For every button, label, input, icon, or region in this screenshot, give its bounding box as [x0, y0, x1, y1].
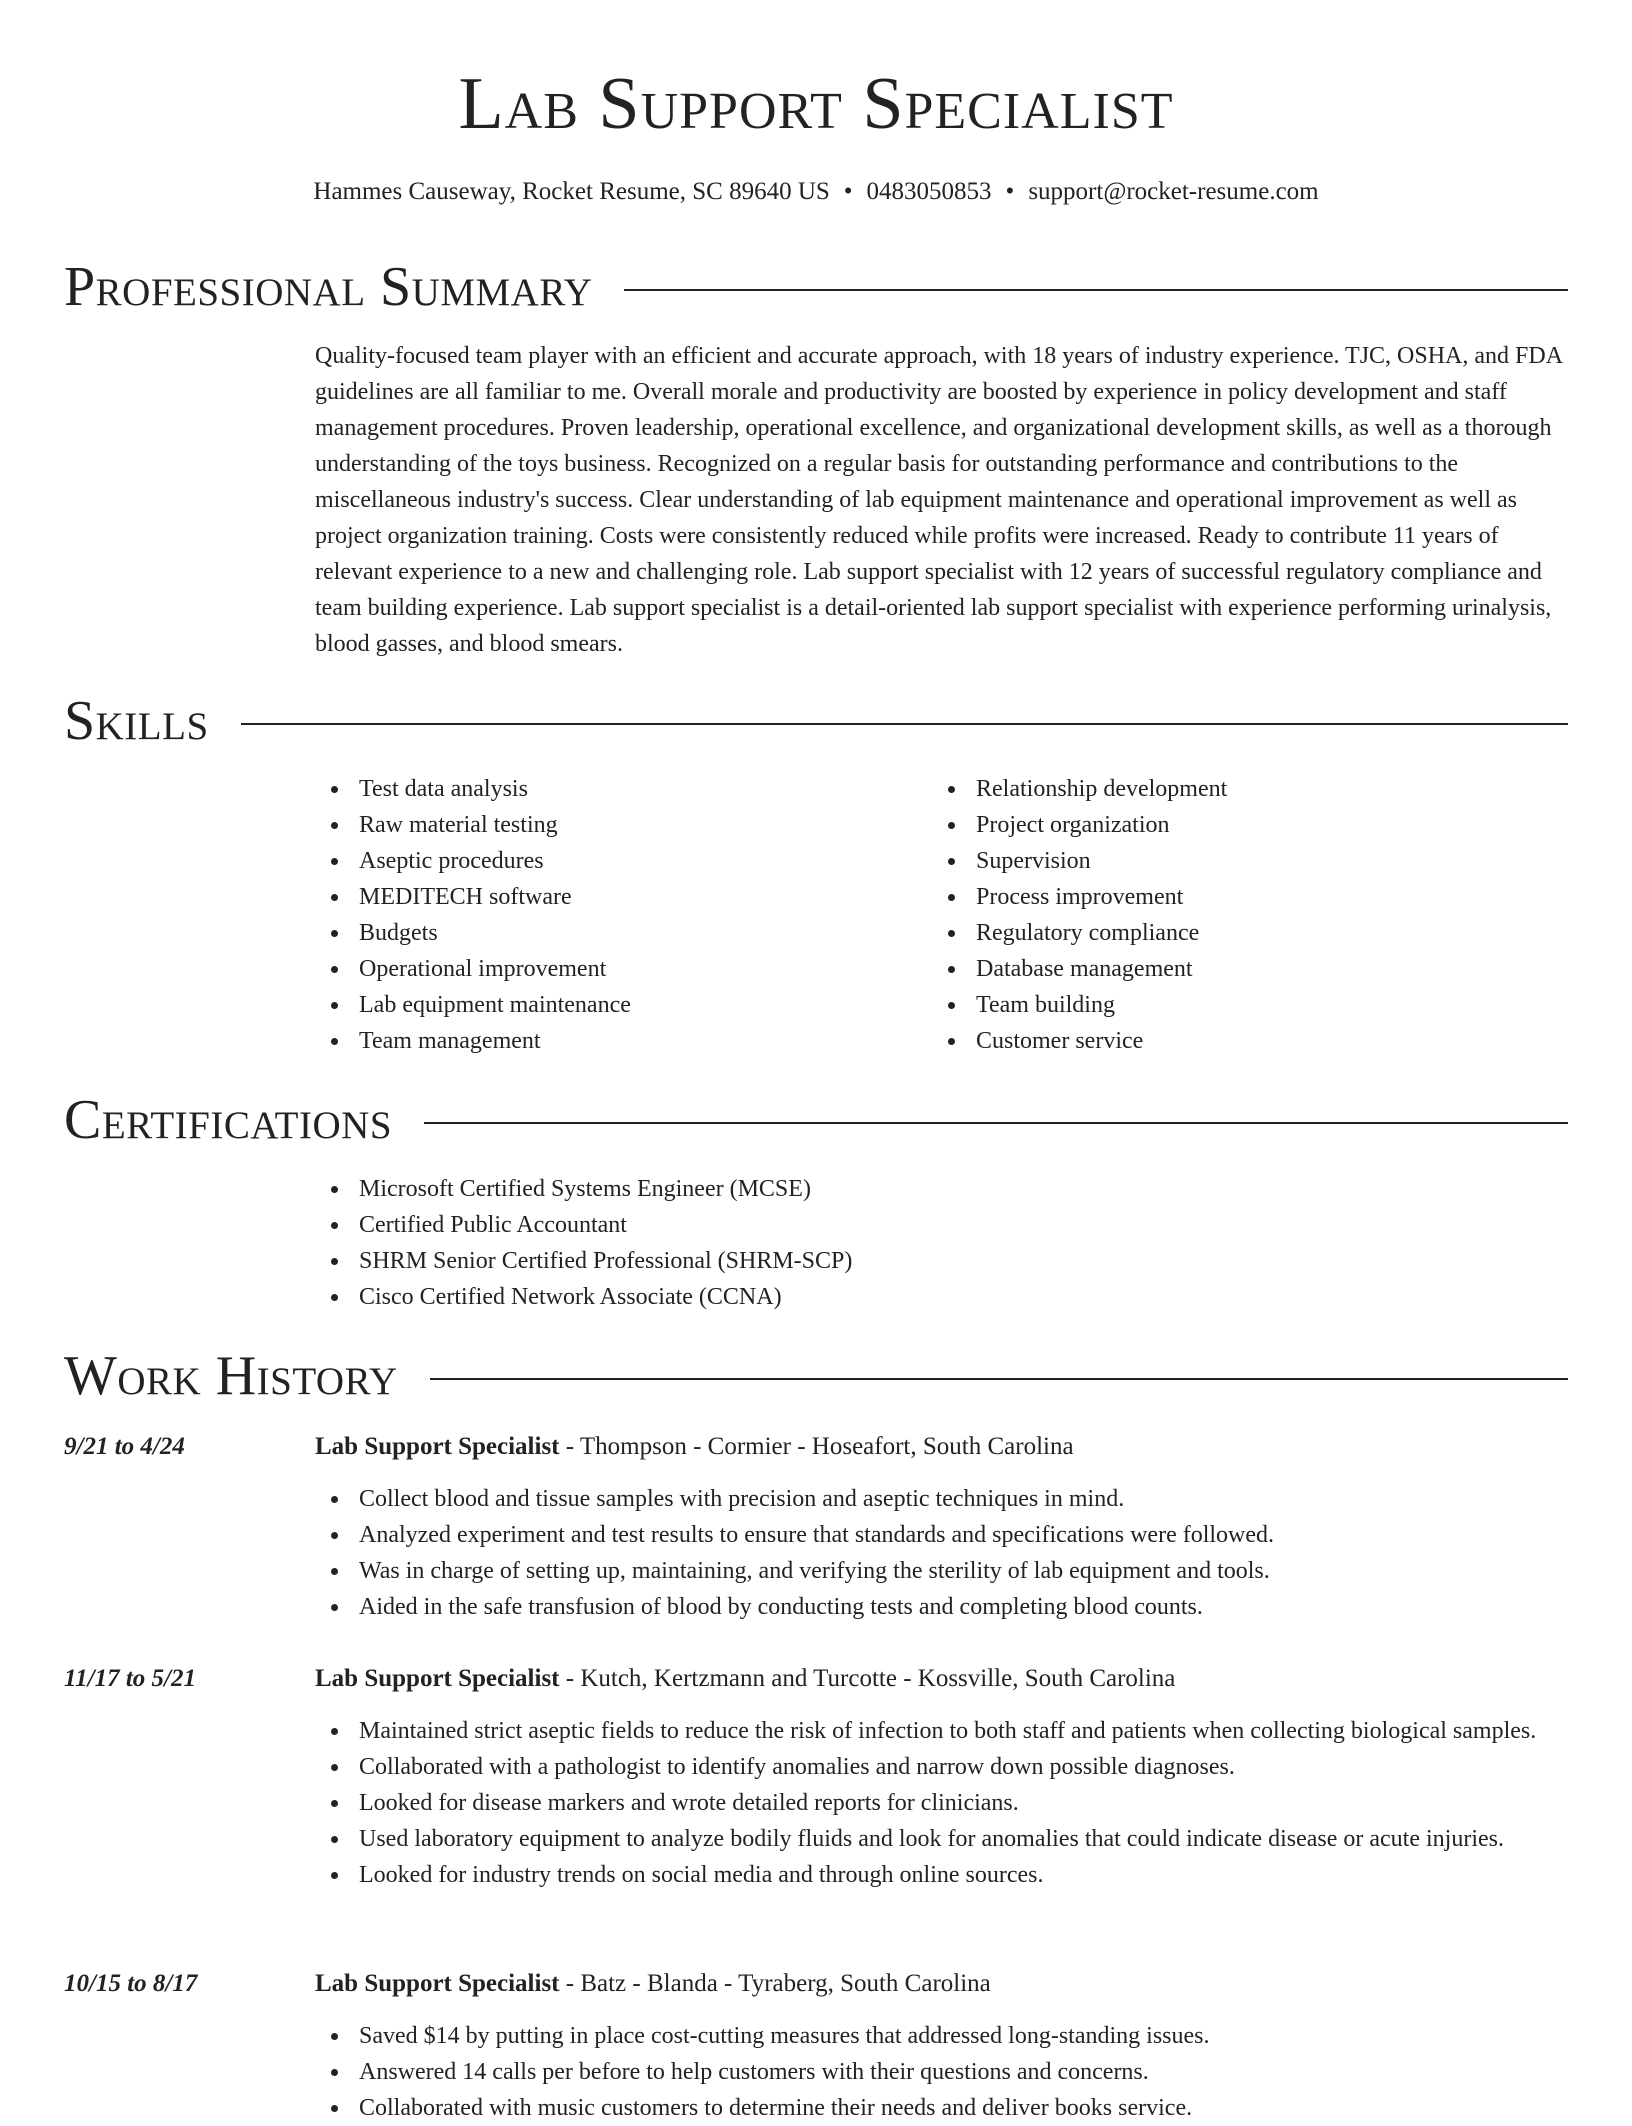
job-bullets [315, 1713, 1570, 1893]
section-divider [624, 289, 1568, 291]
summary-section-header [64, 252, 1568, 322]
skill-item: Process improvement [932, 879, 1532, 915]
skill-item: Lab equipment maintenance [315, 987, 915, 1023]
contact-email: support@rocket-resume.com [1028, 178, 1319, 205]
contact-address: Hammes Causeway, Rocket Resume, SC 89640 US [313, 178, 830, 205]
skill-item: Team management [315, 1023, 915, 1059]
certifications-heading: Certifications [64, 1089, 393, 1151]
summary-heading: Professional Summary [64, 256, 593, 318]
certifications-section-header [64, 1085, 1568, 1155]
certification-item: Certified Public Accountant [315, 1207, 1570, 1243]
job-title: Lab Support Specialist [315, 1970, 560, 1997]
skill-item: MEDITECH software [315, 879, 915, 915]
section-divider [430, 1378, 1568, 1380]
skills-column-left [315, 771, 915, 1059]
job-bullet: Was in charge of setting up, maintaining, and verifying the sterility of lab equipment and tools. [315, 1553, 1570, 1589]
job-title: Lab Support Specialist [315, 1665, 560, 1692]
skill-item: Relationship development [932, 771, 1532, 807]
job-employer: - Thompson - Cormier - Hoseafort, South Carolina [559, 1433, 1074, 1460]
job-bullet: Answered 14 calls per before to help customers with their questions and concerns. [315, 2054, 1570, 2090]
certifications-list [315, 1171, 1570, 1315]
job-employer: - Kutch, Kertzmann and Turcotte - Kossville, South Carolina [559, 1665, 1176, 1692]
skill-item: Supervision [932, 843, 1532, 879]
job-bullet: Collaborated with a pathologist to identify anomalies and narrow down possible diagnoses. [315, 1749, 1570, 1785]
skills-list-right [932, 771, 1532, 1059]
contact-separator: • [1005, 178, 1015, 205]
skills-section-header [64, 686, 1568, 756]
certification-item: Cisco Certified Network Associate (CCNA) [315, 1279, 1570, 1315]
skill-item: Regulatory compliance [932, 915, 1532, 951]
job-bullet: Collect blood and tissue samples with precision and aseptic techniques in mind. [315, 1481, 1570, 1517]
job-bullets [315, 1481, 1570, 1625]
job-bullet: Collaborated with music customers to determine their needs and deliver books service. [315, 2090, 1570, 2126]
skill-item: Raw material testing [315, 807, 915, 843]
contact-line [0, 172, 1632, 212]
work-history-section-header [64, 1341, 1568, 1411]
certifications-block [315, 1171, 1570, 1315]
job-title-line [315, 1429, 1570, 1465]
job-bullet: Saved $14 by putting in place cost-cutting measures that addressed long-standing issues. [315, 2018, 1570, 2054]
skill-item: Aseptic procedures [315, 843, 915, 879]
skill-item: Budgets [315, 915, 915, 951]
summary-text: Quality-focused team player with an efficient and accurate approach, with 18 years of industry experience. TJC, OSHA, and FDA guidelines are all familiar to me. Overall morale and productivity are boosted by experience in policy development and staff management procedures. Proven leadership, operational excellence, and organizational development skills, as well as a thorough understanding of the toys business. Recognized on a regular basis for outstanding performance and contributions to the miscellaneous industry's success. Clear understanding of lab equipment maintenance and operational improvement as well as project organization training. Costs were consistently reduced while profits were increased. Ready to contribute 11 years of relevant experience to a new and challenging role. Lab support specialist with 12 years of successful regulatory compliance and team building experience. Lab support specialist is a detail-oriented lab support specialist with experience performing urinalysis, blood gasses, and blood smears. [315, 343, 1562, 657]
job-bullet: Looked for industry trends on social media and through online sources. [315, 1857, 1570, 1893]
job-bullet: Analyzed experiment and test results to ensure that standards and specifications were followed. [315, 1517, 1570, 1553]
skill-item: Project organization [932, 807, 1532, 843]
job-title-line [315, 1966, 1570, 2002]
job-bullet-list [315, 1481, 1570, 1625]
skill-item: Operational improvement [315, 951, 915, 987]
job-title: Lab Support Specialist [315, 1433, 560, 1460]
job-bullet: Maintained strict aseptic fields to reduce the risk of infection to both staff and patients when collecting biological samples. [315, 1713, 1570, 1749]
section-divider [241, 723, 1568, 725]
skill-item: Test data analysis [315, 771, 915, 807]
job-bullet-list [315, 1713, 1570, 1893]
skill-item: Customer service [932, 1023, 1532, 1059]
skills-list-left [315, 771, 915, 1059]
skill-item: Database management [932, 951, 1532, 987]
section-divider [424, 1122, 1568, 1124]
job-title-line [315, 1661, 1570, 1697]
resume-name: Lab Support Specialist [458, 63, 1174, 145]
contact-phone: 0483050853 [866, 178, 992, 205]
job-bullets [315, 2018, 1570, 2126]
certification-item: SHRM Senior Certified Professional (SHRM-SCP) [315, 1243, 1570, 1279]
job-bullet: Used laboratory equipment to analyze bodily fluids and look for anomalies that could indicate disease or acute injuries. [315, 1821, 1570, 1857]
job-bullet-list [315, 2018, 1570, 2126]
job-employer: - Batz - Blanda - Tyraberg, South Carolina [559, 1970, 991, 1997]
job-bullet: Aided in the safe transfusion of blood by conducting tests and completing blood counts. [315, 1589, 1570, 1625]
job-dates: 11/17 to 5/21 [64, 1665, 196, 1692]
work-history-heading: Work History [64, 1345, 398, 1407]
certification-item: Microsoft Certified Systems Engineer (MCSE) [315, 1171, 1570, 1207]
job-bullet: Looked for disease markers and wrote detailed reports for clinicians. [315, 1785, 1570, 1821]
skill-item: Team building [932, 987, 1532, 1023]
skills-column-right [932, 771, 1532, 1059]
skills-heading: Skills [64, 690, 209, 752]
job-dates: 9/21 to 4/24 [64, 1433, 185, 1460]
job-dates: 10/15 to 8/17 [64, 1970, 198, 1997]
contact-separator: • [843, 178, 853, 205]
